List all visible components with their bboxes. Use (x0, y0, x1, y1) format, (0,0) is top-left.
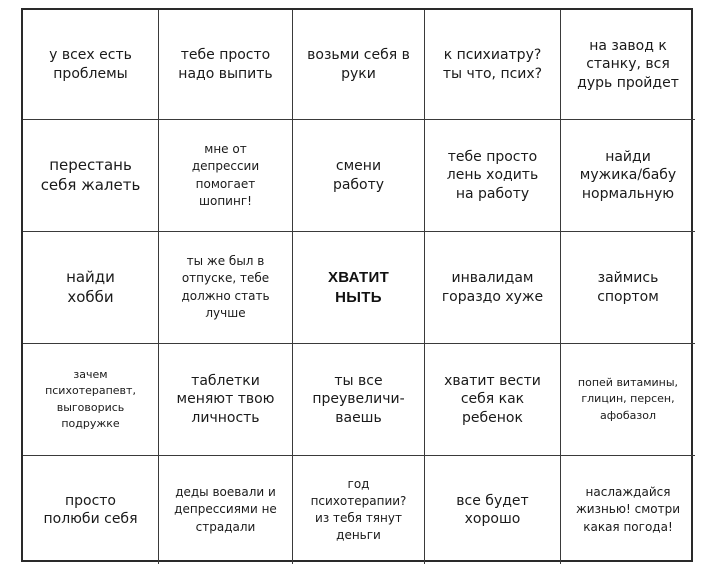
bingo-cell (159, 456, 293, 564)
cell-text: на завод к станку, вся дурь пройдет (577, 37, 679, 91)
bingo-cell (425, 344, 561, 456)
bingo-cell (561, 120, 695, 232)
cell-text: займись спортом (597, 270, 659, 305)
bingo-cell (159, 10, 293, 120)
bingo-cell (293, 344, 425, 456)
cell-text: ты же был в отпуске, тебе должно стать лучше (181, 254, 270, 320)
cell-text: все будет хорошо (456, 492, 529, 527)
bingo-cell (293, 120, 425, 232)
bingo-cell (293, 456, 425, 564)
bingo-cell (159, 344, 293, 456)
bingo-cell (159, 232, 293, 344)
cell-text: возьми себя в руки (307, 47, 410, 82)
bingo-cell (23, 120, 159, 232)
bingo-cell (293, 10, 425, 120)
center-cell-text: ХВАТИТ НЫТЬ (327, 268, 390, 306)
cell-text: перестань себя жалеть (40, 155, 141, 194)
cell-text: просто полюби себя (43, 492, 138, 527)
bingo-cell (561, 344, 695, 456)
cell-text: найди хобби (66, 267, 115, 306)
bingo-cell (425, 10, 561, 120)
cell-text: ты все преувеличи- ваешь (312, 372, 405, 426)
cell-text: к психиатру? ты что, псих? (442, 47, 543, 82)
bingo-cell (561, 456, 695, 564)
bingo-center-cell (293, 232, 425, 344)
bingo-cell (23, 344, 159, 456)
bingo-cell (561, 232, 695, 344)
bingo-cell (23, 10, 159, 120)
cell-text: найди мужика/бабу нормальную (579, 148, 677, 202)
bingo-cell (159, 120, 293, 232)
bingo-cell (23, 456, 159, 564)
cell-text: попей витамины, глицин, персен, афобазол (577, 375, 679, 422)
bingo-board (21, 8, 693, 562)
cell-text: инвалидам гораздо хуже (441, 270, 544, 305)
cell-text: тебе просто надо выпить (178, 47, 273, 82)
cell-text: таблетки меняют твою личность (176, 372, 275, 426)
cell-text: смени работу (332, 158, 385, 193)
cell-text: зачем психотерапевт, выговорись подружке (45, 367, 136, 430)
bingo-cell (425, 120, 561, 232)
cell-text: год психотерапии? из тебя тянут деньги (310, 476, 407, 543)
bingo-cell (425, 232, 561, 344)
cell-text: деды воевали и депрессиями не страдали (174, 485, 277, 534)
cell-text: мне от депрессии помогает шопинг! (191, 142, 260, 208)
cell-text: наслаждайся жизнью! смотри какая погода! (575, 485, 681, 534)
cell-text: тебе просто лень ходить на работу (446, 148, 539, 202)
cell-text: у всех есть проблемы (49, 47, 132, 82)
bingo-cell (23, 232, 159, 344)
bingo-cell (561, 10, 695, 120)
bingo-cell (425, 456, 561, 564)
cell-text: хватит вести себя как ребенок (444, 372, 541, 426)
